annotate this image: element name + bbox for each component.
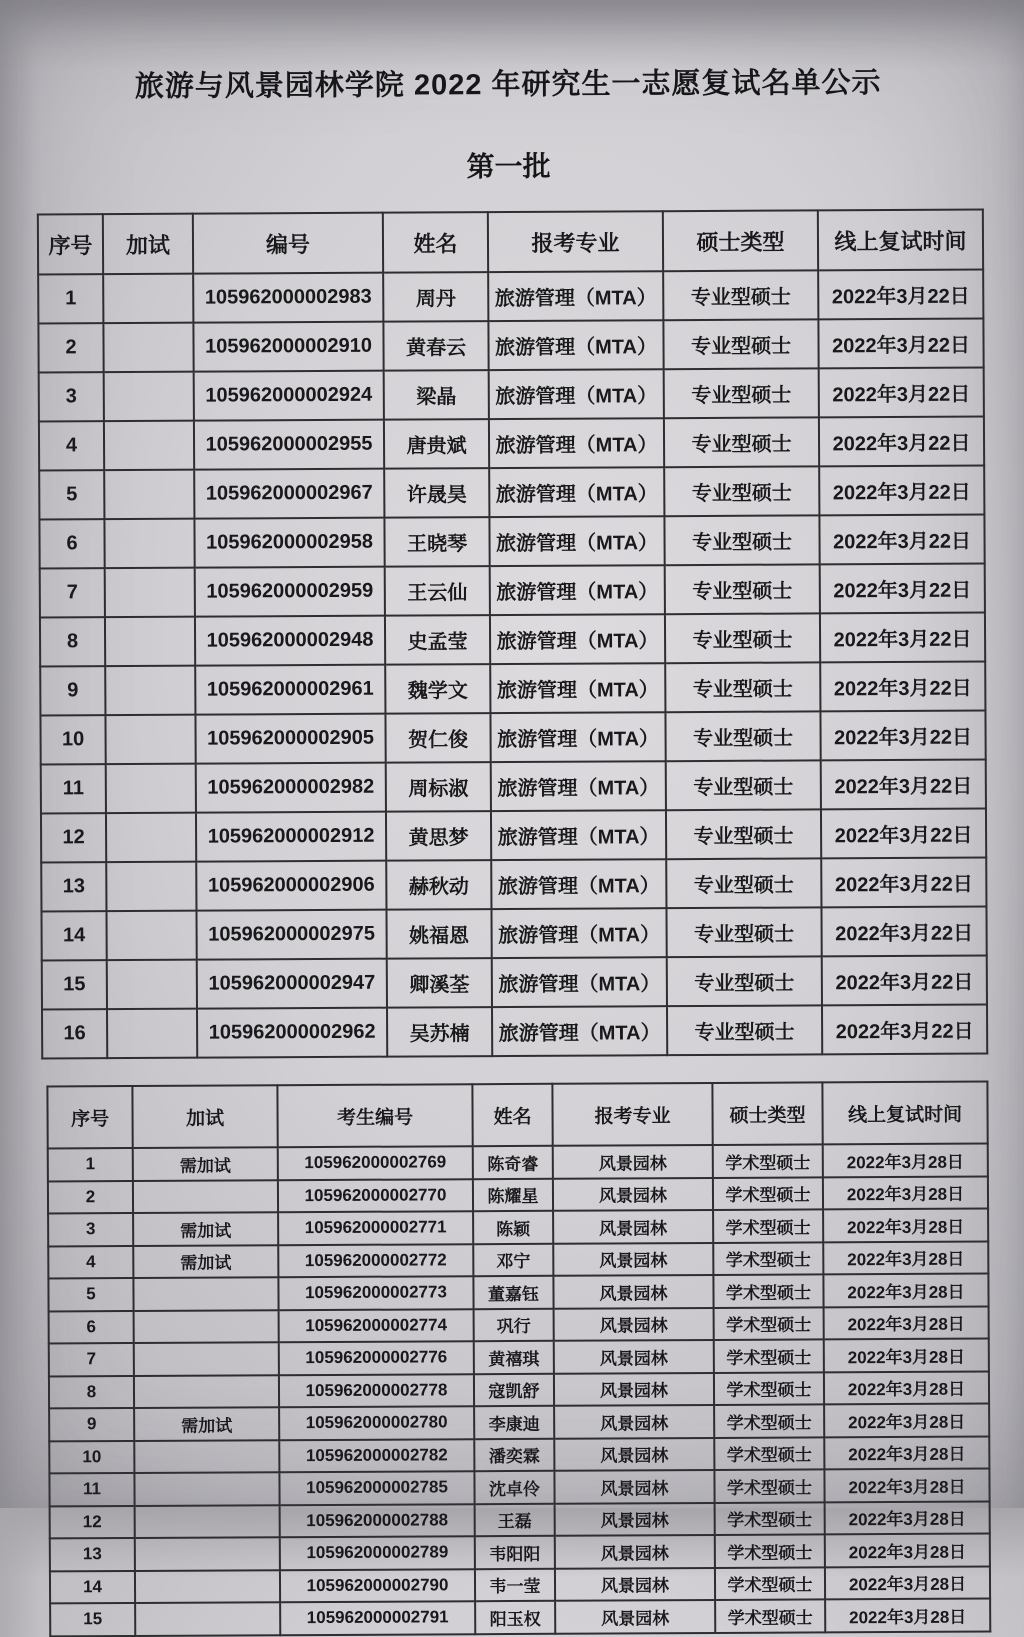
table-cell: [135, 1602, 280, 1635]
table-cell: 3: [48, 1213, 133, 1246]
header-id: 编号: [193, 213, 383, 274]
table-cell: 学术型硕士: [715, 1567, 825, 1600]
table-row: [50, 1534, 990, 1571]
batch1-header-row: [38, 210, 983, 275]
table-cell: 105962000002770: [278, 1179, 473, 1213]
page-title: 旅游与风景园林学院 2022 年研究生一志愿复试名单公示: [134, 67, 882, 103]
table-cell: 2022年3月22日: [818, 319, 983, 369]
table-cell: 2022年3月22日: [822, 956, 987, 1006]
table-cell: [106, 764, 196, 813]
table-row: [48, 1176, 988, 1213]
table-cell: [107, 1009, 197, 1058]
table-cell: 旅游管理（MTA）: [490, 614, 665, 664]
table-cell: 105962000002912: [196, 812, 386, 862]
table-cell: 学术型硕士: [715, 1502, 825, 1535]
table-row: [39, 417, 984, 471]
table-cell: 寇凯舒: [474, 1373, 554, 1406]
table-cell: 旅游管理（MTA）: [491, 859, 666, 909]
table-cell: 学术型硕士: [714, 1469, 824, 1502]
table-cell: 2022年3月22日: [820, 662, 985, 712]
table-cell: 2022年3月28日: [825, 1534, 990, 1567]
table-cell: 105962000002774: [279, 1309, 474, 1343]
table-cell: 学术型硕士: [713, 1177, 823, 1210]
table-row: [49, 1404, 989, 1441]
table-cell: 12: [50, 1505, 135, 1538]
table-cell: 风景园林: [554, 1340, 714, 1373]
batch-subtitle: 第一批: [466, 150, 551, 183]
table-cell: 2022年3月22日: [821, 907, 986, 957]
table-cell: 14: [41, 911, 106, 960]
table-cell: [135, 1537, 280, 1570]
table-cell: 旅游管理（MTA）: [490, 663, 665, 713]
table-cell: 10: [40, 715, 105, 764]
table-cell: 旅游管理（MTA）: [491, 908, 666, 958]
table-cell: 学术型硕士: [714, 1339, 824, 1372]
table-cell: 风景园林: [553, 1210, 713, 1243]
table-cell: 13: [41, 862, 106, 911]
table-cell: 旅游管理（MTA）: [491, 761, 666, 811]
table-cell: 魏学文: [385, 664, 490, 714]
table-cell: 专业型硕士: [664, 368, 819, 418]
table-cell: 105962000002910: [193, 322, 383, 372]
table-cell: 2022年3月28日: [824, 1469, 989, 1502]
header-extra-test: 加试: [132, 1085, 277, 1148]
table-cell: 2022年3月28日: [824, 1404, 989, 1437]
table-cell: 学术型硕士: [713, 1242, 823, 1275]
table-cell: 2022年3月28日: [824, 1436, 989, 1469]
table-row: [48, 1209, 988, 1246]
table-cell: [106, 813, 196, 862]
table-cell: [103, 274, 193, 323]
table-cell: [103, 323, 193, 372]
table-cell: 旅游管理（MTA）: [492, 957, 667, 1007]
table-cell: 专业型硕士: [665, 662, 820, 712]
table-cell: 专业型硕士: [664, 466, 819, 516]
table-cell: 5: [39, 470, 104, 519]
table-cell: 需加试: [134, 1407, 279, 1440]
table-row: [50, 1599, 990, 1636]
table-cell: 周丹: [383, 272, 488, 322]
table-cell: 105962000002975: [196, 910, 386, 960]
table-cell: 2022年3月28日: [823, 1241, 988, 1274]
table-cell: [104, 372, 194, 421]
table-cell: 105962000002785: [279, 1471, 474, 1505]
table-row: [42, 1005, 987, 1059]
table-cell: 11: [49, 1473, 134, 1506]
table-cell: 105962000002961: [195, 665, 385, 715]
table-cell: 2022年3月28日: [825, 1599, 990, 1632]
table-cell: [135, 1570, 280, 1603]
table-cell: [104, 470, 194, 519]
table-cell: [104, 421, 194, 470]
table-cell: 巩行: [474, 1308, 554, 1341]
table-cell: 105962000002780: [279, 1406, 474, 1440]
table-row: [39, 515, 984, 569]
table-cell: 史孟莹: [385, 615, 490, 665]
table-cell: 李康迪: [474, 1406, 554, 1439]
table-cell: 105962000002776: [279, 1341, 474, 1375]
table-cell: 12: [41, 813, 106, 862]
table-cell: 105962000002906: [196, 861, 386, 911]
table-cell: 专业型硕士: [664, 417, 819, 467]
table-cell: 2022年3月22日: [818, 270, 983, 320]
header-major: 报考专业: [488, 211, 663, 272]
table-cell: 沈卓伶: [474, 1471, 554, 1504]
table-cell: 105962000002948: [195, 616, 385, 666]
table-cell: 105962000002791: [280, 1601, 475, 1635]
table-cell: 黄禧琪: [474, 1341, 554, 1374]
table-cell: 专业型硕士: [663, 319, 818, 369]
table-cell: 15: [50, 1603, 135, 1636]
table-cell: 风景园林: [553, 1145, 713, 1178]
table-cell: 王磊: [475, 1503, 555, 1536]
table-cell: 专业型硕士: [666, 809, 821, 859]
table-cell: 旅游管理（MTA）: [490, 565, 665, 615]
table-cell: 专业型硕士: [665, 564, 820, 614]
header-name: 姓名: [472, 1084, 552, 1146]
table-row: [41, 760, 986, 814]
table-cell: 吴苏楠: [387, 1007, 492, 1057]
table-cell: 学术型硕士: [714, 1307, 824, 1340]
table-cell: 2022年3月22日: [819, 368, 984, 418]
table-cell: 105962000002790: [280, 1569, 475, 1603]
table-cell: 学术型硕士: [714, 1404, 824, 1437]
header-retest-time: 线上复试时间: [822, 1082, 987, 1145]
table-cell: 105962000002773: [278, 1276, 473, 1310]
table-cell: [105, 715, 195, 764]
table-cell: 专业型硕士: [663, 270, 818, 320]
table-cell: 2022年3月28日: [824, 1339, 989, 1372]
table-cell: 董嘉钰: [473, 1276, 553, 1309]
table-cell: 2022年3月22日: [821, 809, 986, 859]
table-row: [48, 1241, 988, 1278]
table-cell: 2: [48, 1180, 133, 1213]
table-cell: 专业型硕士: [666, 858, 821, 908]
table-cell: 105962000002905: [195, 714, 385, 764]
table-cell: 8: [40, 617, 105, 666]
table-cell: 专业型硕士: [666, 760, 821, 810]
table-row: [50, 1501, 990, 1538]
table-cell: 105962000002769: [278, 1146, 473, 1180]
table-cell: 韦一莹: [475, 1568, 555, 1601]
table-row: [41, 809, 986, 863]
table-cell: 旅游管理（MTA）: [492, 1006, 667, 1056]
table-row: [39, 368, 984, 422]
table-cell: 15: [42, 960, 107, 1009]
batch2-header-row: [47, 1082, 987, 1149]
table-row: [40, 564, 985, 618]
table-cell: [134, 1342, 279, 1375]
table-cell: 2022年3月28日: [823, 1176, 988, 1209]
table-cell: [105, 617, 195, 666]
table-cell: 学术型硕士: [715, 1534, 825, 1567]
table-cell: 邓宁: [473, 1243, 553, 1276]
table-cell: 陈颖: [473, 1211, 553, 1244]
table-cell: 6: [49, 1310, 134, 1343]
table-cell: 风景园林: [554, 1437, 714, 1470]
table-row: [49, 1339, 989, 1376]
table-cell: 风景园林: [554, 1405, 714, 1438]
header-degree-type: 硕士类型: [712, 1082, 822, 1145]
table-cell: 4: [48, 1245, 133, 1278]
table-cell: [107, 960, 197, 1009]
batch2-table: [46, 1081, 991, 1637]
table-cell: 陈奇睿: [473, 1146, 553, 1179]
table-cell: 105962000002962: [197, 1008, 387, 1058]
table-cell: 2022年3月22日: [821, 760, 986, 810]
table-cell: 2022年3月22日: [820, 613, 985, 663]
table-cell: 风景园林: [553, 1242, 713, 1275]
table-row: [48, 1144, 988, 1181]
table-cell: 2022年3月28日: [825, 1501, 990, 1534]
header-candidate-id: 考生编号: [277, 1084, 472, 1147]
table-cell: 105962000002959: [195, 567, 385, 617]
table-row: [40, 711, 985, 765]
table-cell: 周标淑: [386, 762, 491, 812]
table-cell: 需加试: [133, 1212, 278, 1245]
table-cell: 梁晶: [384, 370, 489, 420]
table-cell: 2022年3月22日: [820, 564, 985, 614]
table-cell: 贺仁俊: [385, 713, 490, 763]
table-cell: 学术型硕士: [713, 1274, 823, 1307]
table-row: [41, 858, 986, 912]
table-cell: 风景园林: [555, 1535, 715, 1568]
table-cell: 105962000002772: [278, 1244, 473, 1278]
table-cell: 2022年3月22日: [819, 417, 984, 467]
table-cell: 专业型硕士: [665, 711, 820, 761]
table-cell: 2: [38, 323, 103, 372]
table-cell: 专业型硕士: [665, 613, 820, 663]
table-cell: 专业型硕士: [664, 515, 819, 565]
table-cell: 旅游管理（MTA）: [488, 271, 663, 321]
table-cell: 风景园林: [555, 1567, 715, 1600]
table-cell: 2022年3月22日: [819, 466, 984, 516]
table-row: [39, 466, 984, 520]
table-cell: 1: [48, 1148, 133, 1181]
table-cell: 2022年3月28日: [824, 1371, 989, 1404]
table-row: [42, 956, 987, 1010]
table-cell: 105962000002967: [194, 469, 384, 519]
table-cell: 6: [39, 519, 104, 568]
table-cell: 105962000002955: [194, 420, 384, 470]
table-cell: 风景园林: [554, 1372, 714, 1405]
table-cell: [134, 1472, 279, 1505]
table-cell: 赫秋动: [386, 860, 491, 910]
table-cell: 2022年3月28日: [825, 1566, 990, 1599]
table-cell: 1: [38, 274, 103, 323]
table-cell: 2022年3月22日: [819, 515, 984, 565]
table-row: [40, 662, 985, 716]
table-cell: [104, 519, 194, 568]
table-cell: 潘奕霖: [474, 1438, 554, 1471]
table-cell: 2022年3月22日: [821, 858, 986, 908]
table-cell: 风景园林: [553, 1177, 713, 1210]
table-row: [50, 1566, 990, 1603]
table-row: [49, 1371, 989, 1408]
table-cell: 14: [50, 1570, 135, 1603]
table-cell: [105, 666, 195, 715]
table-cell: 旅游管理（MTA）: [489, 369, 664, 419]
table-cell: 风景园林: [555, 1600, 715, 1633]
header-serial: 序号: [47, 1086, 132, 1148]
header-degree-type: 硕士类型: [663, 210, 818, 271]
table-cell: 需加试: [133, 1245, 278, 1278]
table-cell: 2022年3月28日: [824, 1306, 989, 1339]
table-cell: 姚福恩: [386, 909, 491, 959]
table-cell: 学术型硕士: [714, 1372, 824, 1405]
table-cell: 韦阳阳: [475, 1536, 555, 1569]
table-cell: 4: [39, 421, 104, 470]
table-cell: 许晟昊: [384, 468, 489, 518]
table-cell: 风景园林: [554, 1307, 714, 1340]
table-cell: 2022年3月28日: [823, 1274, 988, 1307]
table-cell: 105962000002924: [194, 371, 384, 421]
table-cell: 8: [49, 1375, 134, 1408]
table-cell: 专业型硕士: [667, 1005, 822, 1055]
table-cell: 105962000002983: [193, 273, 383, 323]
table-cell: 学术型硕士: [713, 1144, 823, 1177]
table-cell: 2022年3月28日: [823, 1144, 988, 1177]
table-cell: 105962000002778: [279, 1374, 474, 1408]
table-cell: 7: [49, 1343, 134, 1376]
header-name: 姓名: [383, 212, 488, 273]
table-cell: 风景园林: [554, 1470, 714, 1503]
table-cell: 9: [49, 1408, 134, 1441]
table-cell: 11: [41, 764, 106, 813]
table-cell: [106, 862, 196, 911]
table-cell: 3: [39, 372, 104, 421]
table-cell: 唐贵斌: [384, 419, 489, 469]
table-cell: 16: [42, 1009, 107, 1058]
table-row: [49, 1436, 989, 1473]
table-cell: 旅游管理（MTA）: [488, 320, 663, 370]
table-cell: 专业型硕士: [667, 956, 822, 1006]
table-cell: 风景园林: [555, 1502, 715, 1535]
table-cell: 105962000002771: [278, 1211, 473, 1245]
header-extra-test: 加试: [103, 214, 193, 274]
table-cell: [133, 1277, 278, 1310]
table-row: [38, 319, 983, 373]
table-cell: 旅游管理（MTA）: [489, 418, 664, 468]
table-cell: [134, 1440, 279, 1473]
table-cell: 旅游管理（MTA）: [489, 467, 664, 517]
table-cell: 学术型硕士: [713, 1209, 823, 1242]
table-cell: [106, 911, 196, 960]
table-cell: 2022年3月22日: [820, 711, 985, 761]
table-cell: 105962000002789: [280, 1536, 475, 1570]
table-row: [49, 1469, 989, 1506]
table-cell: 黄思梦: [386, 811, 491, 861]
table-cell: 需加试: [133, 1147, 278, 1180]
table-cell: 10: [49, 1440, 134, 1473]
table-cell: 105962000002958: [194, 518, 384, 568]
table-cell: [133, 1180, 278, 1213]
table-cell: 专业型硕士: [666, 907, 821, 957]
table-cell: 旅游管理（MTA）: [489, 516, 664, 566]
table-cell: [134, 1310, 279, 1343]
table-cell: 阳玉权: [475, 1601, 555, 1634]
table-cell: 2022年3月28日: [823, 1209, 988, 1242]
table-cell: 卿溪荃: [387, 958, 492, 1008]
table-cell: 13: [50, 1538, 135, 1571]
table-cell: 105962000002782: [279, 1439, 474, 1473]
header-serial: 序号: [38, 214, 103, 274]
table-cell: [105, 568, 195, 617]
header-retest-time: 线上复试时间: [818, 210, 983, 271]
table-row: [49, 1306, 989, 1343]
table-cell: 2022年3月22日: [822, 1005, 987, 1055]
table-cell: 105962000002947: [197, 959, 387, 1009]
table-cell: 学术型硕士: [714, 1437, 824, 1470]
table-cell: 7: [40, 568, 105, 617]
table-cell: 旅游管理（MTA）: [491, 810, 666, 860]
table-cell: 5: [48, 1278, 133, 1311]
table-cell: 旅游管理（MTA）: [490, 712, 665, 762]
table-cell: 9: [40, 666, 105, 715]
table-row: [48, 1274, 988, 1311]
table-cell: 王云仙: [385, 566, 490, 616]
table-cell: [134, 1375, 279, 1408]
header-major: 报考专业: [552, 1083, 712, 1146]
table-cell: [135, 1505, 280, 1538]
table-row: [41, 907, 986, 961]
table-cell: 王晓琴: [384, 517, 489, 567]
table-cell: 105962000002982: [196, 763, 386, 813]
table-cell: 风景园林: [553, 1275, 713, 1308]
table-cell: 105962000002788: [280, 1504, 475, 1538]
table-row: [40, 613, 985, 667]
table-cell: 黄春云: [383, 321, 488, 371]
table-cell: 学术型硕士: [715, 1599, 825, 1632]
table-row: [38, 270, 983, 324]
batch1-table: [37, 209, 988, 1060]
table-cell: 陈耀星: [473, 1178, 553, 1211]
